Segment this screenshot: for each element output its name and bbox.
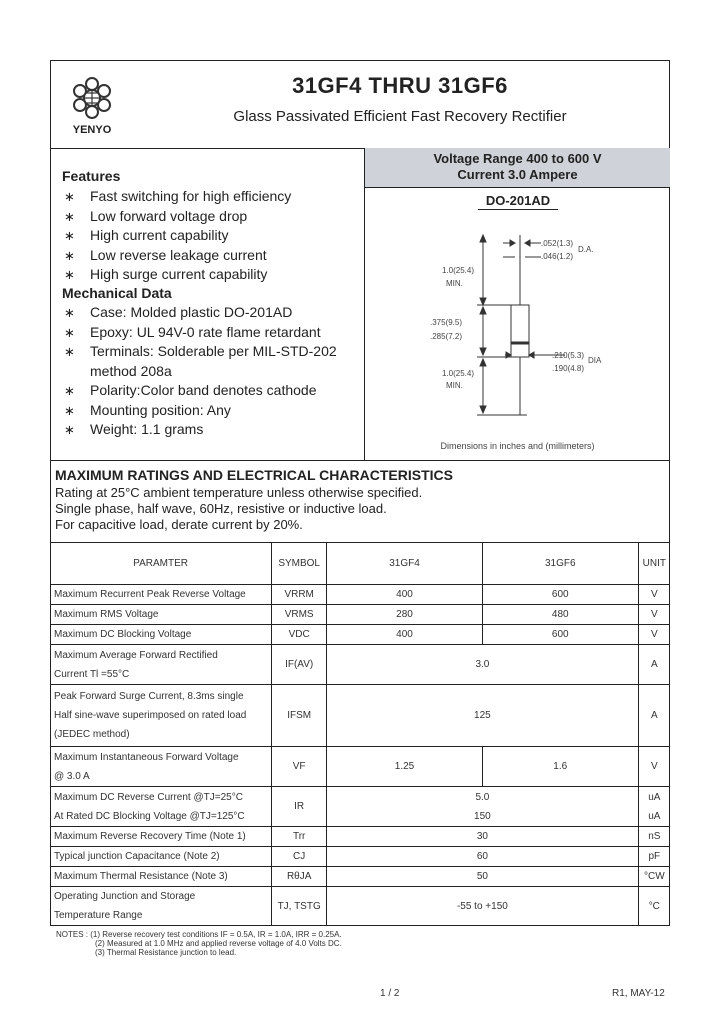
- bullet-icon: ∗: [64, 344, 75, 359]
- table-row: [50, 747, 670, 787]
- features-heading: Features: [62, 168, 121, 184]
- current-rating: Current 3.0 Ampere: [457, 167, 578, 182]
- dim-body-dia-min: .190(4.8): [552, 364, 585, 373]
- table-row: [50, 625, 670, 645]
- param-cell: [50, 827, 272, 847]
- symbol-cell: IR: [272, 787, 327, 827]
- unit-cell: [638, 585, 670, 605]
- bullet-icon: ∗: [64, 247, 75, 263]
- mechanical-item: Terminals: Solderable per MIL-STD-202: [90, 343, 337, 359]
- param-text: Peak Forward Surge Current, 8.3ms single: [54, 691, 244, 702]
- param-text: Temperature Range: [54, 910, 143, 921]
- param-text: Operating Junction and Storage: [54, 891, 196, 902]
- value-cell-merged: [327, 867, 638, 887]
- unit-text: nS: [648, 831, 661, 842]
- value-cell-merged: [327, 645, 638, 685]
- value-text: 3.0: [475, 659, 490, 670]
- value-text: 60: [476, 851, 488, 862]
- param-text: Maximum RMS Voltage: [54, 609, 159, 620]
- dim-lead-dia-suffix: D.A.: [578, 245, 594, 254]
- package-label: DO-201AD: [478, 193, 558, 210]
- param-text: Maximum DC Blocking Voltage: [54, 629, 192, 640]
- unit-text: °C: [648, 900, 660, 912]
- revision-label: R1, MAY-12: [612, 988, 665, 999]
- table-header-cell: UNIT: [638, 543, 670, 585]
- table-header-cell: PARAMTER: [50, 543, 272, 585]
- dimensions-caption: Dimensions in inches and (millimeters): [440, 441, 595, 451]
- unit-text: V: [650, 761, 658, 772]
- param-text: Typical junction Capacitance (Note 2): [54, 851, 220, 862]
- dim-body-len-max: .375(9.5): [430, 318, 463, 327]
- unit-text: pF: [648, 851, 661, 862]
- section-divider-horizontal: [50, 460, 670, 461]
- logo-flower-icon: [68, 74, 116, 122]
- package-outline-drawing: [365, 215, 670, 430]
- value-cell-31gf6: 480: [482, 605, 638, 625]
- param-text: (JEDEC method): [54, 729, 130, 740]
- voltage-range: Voltage Range 400 to 600 V: [433, 151, 602, 166]
- symbol-cell: VRRM: [272, 585, 327, 605]
- param-cell: [50, 625, 272, 645]
- param-text: @ 3.0 A: [54, 770, 90, 782]
- dim-body-len-min: .285(7.2): [430, 332, 463, 341]
- table-row: [50, 645, 670, 685]
- value-cell-merged: [327, 685, 638, 747]
- bullet-icon: ∗: [64, 189, 75, 204]
- param-text: Current Tl =55°C: [54, 668, 130, 680]
- symbol-cell: Trr: [272, 827, 327, 847]
- unit-cell: [638, 867, 670, 887]
- table-header-cell: SYMBOL: [272, 543, 327, 585]
- unit-text: V: [650, 629, 658, 640]
- value-text: 125: [474, 710, 491, 721]
- unit-cell: [638, 787, 670, 827]
- dim-body-dia-max: .210(5.3): [552, 351, 585, 360]
- param-text: Half sine-wave superimposed on rated load: [54, 710, 247, 721]
- note-line: (2) Measured at 1.0 MHz and applied reverse voltage of 4.0 Volts DC.: [95, 939, 342, 948]
- value-text: 5.0: [475, 791, 490, 803]
- bullet-icon: ∗: [64, 267, 75, 282]
- mechanical-item: Epoxy: UL 94V-0 rate flame retardant: [90, 323, 321, 340]
- diode-body: [511, 305, 529, 357]
- bullet-icon: ∗: [64, 422, 75, 437]
- param-cell: [50, 585, 272, 605]
- value-cell-merged: [327, 787, 638, 827]
- features-item: High surge current capability: [90, 266, 268, 282]
- mechanical-item: Mounting position: Any: [90, 401, 231, 418]
- table-row: [50, 685, 670, 747]
- value-cell-31gf6: 1.6: [482, 747, 638, 787]
- table-header-cell: 31GF4: [327, 543, 483, 585]
- symbol-cell: IFSM: [272, 685, 327, 747]
- param-text: Maximum Instantaneous Forward Voltage: [54, 751, 239, 763]
- value-cell-merged: [327, 827, 638, 847]
- bullet-icon: ∗: [64, 383, 75, 398]
- value-cell-31gf4: 1.25: [327, 747, 483, 787]
- unit-cell: [638, 605, 670, 625]
- unit-cell: [638, 685, 670, 747]
- param-text: Maximum DC Reverse Current @TJ=25°C: [54, 791, 243, 803]
- page-title: 31GF4 THRU 31GF6: [292, 73, 508, 98]
- param-cell: [50, 867, 272, 887]
- param-text: Maximum Reverse Recovery Time (Note 1): [54, 831, 246, 842]
- dim-lead-len-top-min: MIN.: [446, 279, 463, 288]
- table-row: [50, 867, 670, 887]
- dim-lead-len-bot: 1.0(25.4): [442, 369, 475, 378]
- param-cell: [50, 685, 272, 747]
- unit-cell: [638, 747, 670, 787]
- ratings-note: For capacitive load, derate current by 20%.: [55, 517, 303, 532]
- unit-text: A: [650, 659, 658, 670]
- table-row: [50, 847, 670, 867]
- bullet-icon: ∗: [64, 402, 75, 418]
- dim-lead-dia-max: .052(1.3): [541, 239, 574, 248]
- dim-lead-len-top: 1.0(25.4): [442, 266, 475, 275]
- table-row: [50, 827, 670, 847]
- ratings-table: [50, 542, 670, 925]
- page-subtitle: Glass Passivated Efficient Fast Recovery Rectifier: [233, 108, 567, 125]
- note-line: (3) Thermal Resistance junction to lead.: [95, 948, 237, 957]
- symbol-cell: IF(AV): [272, 645, 327, 685]
- table-row: [50, 887, 670, 926]
- unit-cell: [638, 887, 670, 926]
- features-item: High current capability: [90, 227, 229, 243]
- unit-text: uA: [648, 810, 661, 822]
- unit-text: A: [650, 710, 658, 721]
- unit-text: V: [650, 609, 658, 620]
- features-item: Low reverse leakage current: [90, 246, 267, 263]
- dim-body-dia-suffix: DIA: [588, 356, 602, 365]
- value-text: -55 to +150: [456, 900, 508, 912]
- param-cell: [50, 847, 272, 867]
- mechanical-item: Polarity:Color band denotes cathode: [90, 382, 317, 398]
- features-item: Low forward voltage drop: [90, 207, 248, 224]
- symbol-cell: VRMS: [272, 605, 327, 625]
- param-cell: [50, 747, 272, 787]
- page-number: 1 / 2: [380, 988, 400, 999]
- param-cell: [50, 645, 272, 685]
- unit-cell: [638, 645, 670, 685]
- ratings-note: Single phase, half wave, 60Hz, resistive or inductive load.: [55, 501, 387, 516]
- mechanical-item: method 208a: [90, 362, 172, 379]
- value-cell-31gf4: 280: [327, 605, 483, 625]
- note-line: NOTES : (1) Reverse recovery test conditions IF = 0.5A, IR = 1.0A, IRR = 0.25A.: [56, 930, 342, 939]
- table-header-cell: 31GF6: [482, 543, 638, 585]
- param-text: Maximum Thermal Resistance (Note 3): [54, 871, 228, 882]
- param-text: Maximum Recurrent Peak Reverse Voltage: [54, 589, 246, 600]
- bullet-icon: ∗: [64, 228, 75, 243]
- table-row: [50, 787, 670, 827]
- param-cell: [50, 787, 272, 827]
- value-text: 50: [476, 871, 488, 882]
- symbol-cell: CJ: [272, 847, 327, 867]
- symbol-cell: TJ, TSTG: [272, 887, 327, 926]
- brand-name: YENYO: [72, 124, 112, 136]
- value-cell-31gf6: 600: [482, 585, 638, 605]
- value-cell-merged: [327, 847, 638, 867]
- features-item: Fast switching for high efficiency: [90, 188, 292, 204]
- param-text: Maximum Average Forward Rectified: [54, 649, 218, 661]
- bullet-icon: ∗: [64, 324, 75, 340]
- table-row: [50, 605, 670, 625]
- bullet-icon: ∗: [64, 208, 75, 224]
- value-text: 30: [476, 831, 488, 842]
- dim-lead-dia-min: .046(1.2): [541, 252, 574, 261]
- unit-cell: [638, 827, 670, 847]
- unit-cell: [638, 847, 670, 867]
- table-row: [50, 585, 670, 605]
- mechanical-item: Weight: 1.1 grams: [90, 421, 204, 437]
- value-cell-31gf4: 400: [327, 585, 483, 605]
- param-cell: [50, 887, 272, 926]
- value-text: 150: [474, 810, 491, 822]
- ratings-title: MAXIMUM RATINGS AND ELECTRICAL CHARACTERISTICS: [55, 467, 453, 483]
- unit-text: uA: [648, 791, 661, 803]
- symbol-cell: VDC: [272, 625, 327, 645]
- unit-cell: [638, 625, 670, 645]
- table-header-row: [50, 543, 670, 585]
- symbol-cell: VF: [272, 747, 327, 787]
- bullet-icon: ∗: [64, 305, 75, 320]
- value-cell-merged: [327, 887, 638, 926]
- ratings-note: Rating at 25°C ambient temperature unless otherwise specified.: [55, 485, 423, 500]
- dim-lead-len-bot-min: MIN.: [446, 381, 463, 390]
- unit-text: V: [650, 589, 658, 600]
- mechanical-item: Case: Molded plastic DO-201AD: [90, 304, 293, 320]
- mechanical-heading: Mechanical Data: [62, 285, 172, 301]
- param-text: At Rated DC Blocking Voltage @TJ=125°C: [54, 810, 245, 822]
- value-cell-31gf4: 400: [327, 625, 483, 645]
- unit-text: °CW: [643, 871, 665, 882]
- symbol-cell: RθJA: [272, 867, 327, 887]
- param-cell: [50, 605, 272, 625]
- value-cell-31gf6: 600: [482, 625, 638, 645]
